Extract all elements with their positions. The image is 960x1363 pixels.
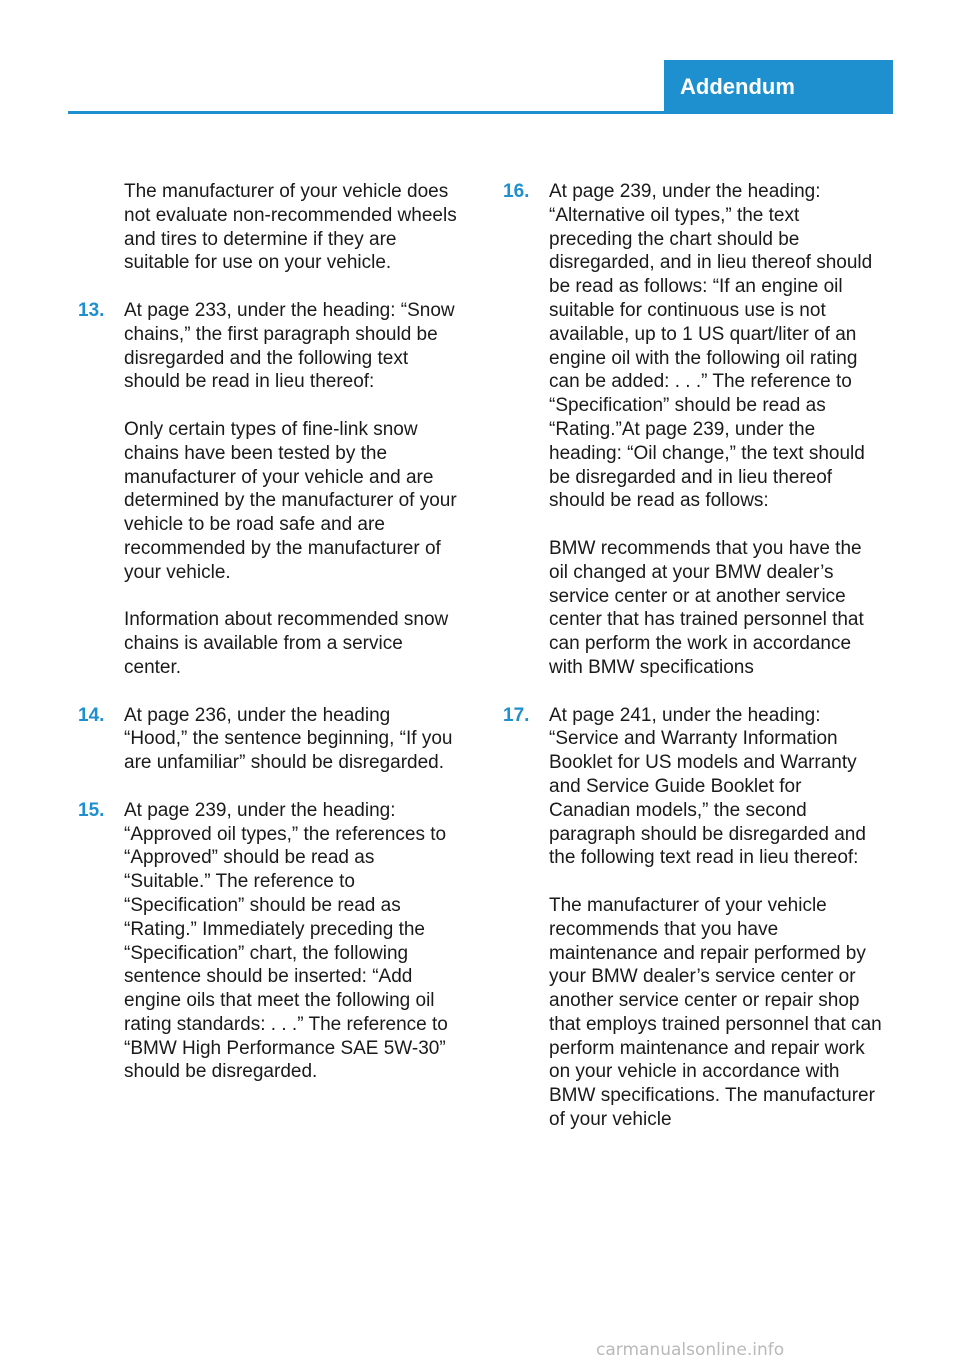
item-text: At page 236, under the heading “Hood,” the sentence beginning, “If you are unfamiliar” should be disregarded.	[124, 704, 453, 774]
item-number: 13.	[78, 299, 105, 321]
list-item-15	[78, 799, 458, 1085]
left-column	[78, 180, 458, 1108]
list-item-13	[78, 299, 458, 394]
sub-paragraph: BMW recommends that you have the oil changed at your BMW dealer’s service center or at another service center that has trained personnel that can perform the work in accordance with BMW specifications	[549, 537, 864, 678]
item-text: At page 233, under the heading: “Snow chains,” the first paragraph should be disregarded and the following text should be read in lieu thereof:	[124, 299, 455, 393]
item-number: 16.	[503, 181, 530, 202]
list-item-16	[503, 180, 883, 513]
watermark: carmanualsonline.info	[596, 1340, 785, 1360]
sub-paragraph: Only certain types of fine-link snow chains have been tested by the manufacturer of your vehicle and are determined by the manufacturer of your vehicle to be road safe and are recommended by the manufacturer of your vehicle.	[124, 418, 457, 583]
section-tab	[664, 60, 893, 114]
item-number: 15.	[78, 799, 105, 821]
item-text: At page 239, under the heading: “Approved oil types,” the references to “Approved” should be read as “Suitable.” The reference to “Specification” should be read as “Rating.” Immediately preceding the “Specification” chart, the following sentence should be inserted: “Add engine oils that meet the following oil rating standards: . . .” The reference to “BMW High Performance SAE 5W-30” should be disregarded.	[124, 799, 448, 1083]
item-text: At page 239, under the heading: “Alternative oil types,” the text preceding the chart should be disregarded, and in lieu thereof should be read as follows: “If an engine oil suitable for continuous use is not available, up to 1 US quart/liter of an engine oil with the following oil rating can be added: . . .” The reference to “Specification” should be read as “Rating.”At page 239, under the heading: “Oil change,” the text should be disregarded and in lieu thereof should be read as follows:	[549, 181, 873, 512]
list-item-14	[78, 704, 458, 775]
intro-paragraph: The manufacturer of your vehicle does not evaluate non-recommended wheels and tires to determine if they are suitable for use on your vehicle.	[124, 181, 457, 274]
sub-paragraph: Information about recommended snow chains is available from a service center.	[124, 609, 449, 678]
list-item-17	[503, 704, 883, 871]
item-number: 14.	[78, 704, 105, 726]
item-text: At page 241, under the heading: “Service and Warranty Information Booklet for US models and Warranty and Service Guide Booklet for Canadian models,” the second paragraph should be disregarded and the following text read in lieu thereof:	[549, 704, 866, 869]
item-number: 17.	[503, 704, 530, 726]
sub-paragraph: The manufacturer of your vehicle recommends that you have maintenance and repair performed by your BMW dealer’s service center or another service center or repair shop that employs trained personnel that can perform maintenance and repair work on your vehicle in accordance with BMW specifications. The manufacturer of your vehicle	[549, 894, 882, 1131]
header-rule	[68, 111, 893, 114]
section-title: Addendum	[680, 74, 795, 99]
right-column	[503, 180, 883, 1156]
